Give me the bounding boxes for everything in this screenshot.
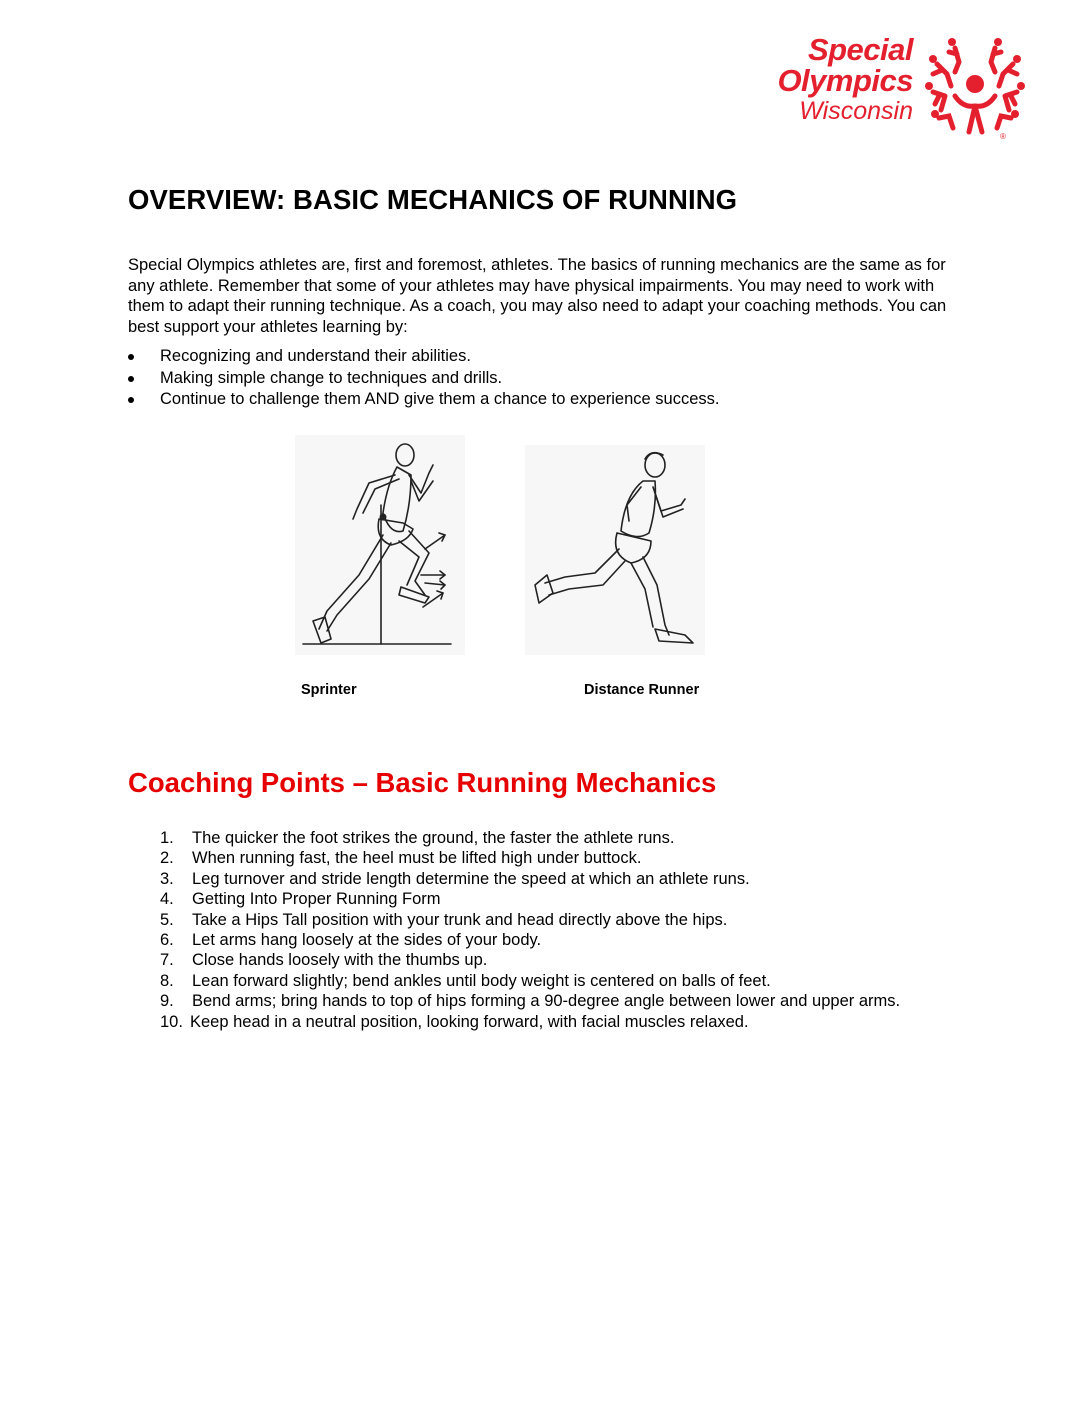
item-text: Getting Into Proper Running Form <box>192 890 441 909</box>
list-item <box>160 950 920 970</box>
list-item <box>128 389 948 411</box>
logo-line-special: Special <box>807 32 913 67</box>
bullet-icon <box>128 397 134 403</box>
list-item <box>160 869 920 889</box>
item-number: 10. <box>160 1012 183 1031</box>
list-item <box>160 930 920 950</box>
item-text: Let arms hang loosely at the sides of your body. <box>192 931 542 950</box>
bullet-text: Recognizing and understand their abilities. <box>160 347 471 365</box>
bullet-text: Continue to challenge them AND give them a chance to experience success. <box>160 390 720 408</box>
item-text: Take a Hips Tall position with your trunk and head directly above the hips. <box>192 910 728 929</box>
intro-paragraph: Special Olympics athletes are, first and foremost, athletes. The basics of running mechanics are the same as for any athlete. Remember that some of your athletes may have physical impairments. You may need to work with them to adapt their running technique. As a coach, you may also need to adapt your coaching methods. You can best support your athletes learning by: <box>128 256 947 336</box>
item-text: Leg turnover and stride length determine the speed at which an athlete runs. <box>192 869 750 888</box>
coaching-points-list <box>160 828 920 1032</box>
list-item <box>160 1012 920 1032</box>
item-number: 9. <box>160 992 174 1011</box>
registered-mark: ® <box>1000 132 1006 141</box>
item-text: Close hands loosely with the thumbs up. <box>192 951 488 970</box>
logo-line-olympics: Olympics <box>777 63 913 98</box>
distance-runner-caption: Distance Runner <box>584 682 700 698</box>
list-item <box>128 368 948 390</box>
logo-wordmark <box>735 34 913 126</box>
bullet-text: Making simple change to techniques and drills. <box>160 368 503 387</box>
coaching-points-title: Coaching Points – Basic Running Mechanics <box>128 767 717 798</box>
list-item <box>160 889 920 909</box>
item-number: 4. <box>160 890 174 909</box>
logo-line-wisconsin: Wisconsin <box>799 97 913 125</box>
list-item <box>160 828 920 848</box>
item-number: 5. <box>160 910 174 929</box>
list-item <box>160 971 920 991</box>
sprinter-caption: Sprinter <box>301 682 357 698</box>
item-text: Bend arms; bring hands to top of hips forming a 90-degree angle between lower and upper arms. <box>192 992 901 1011</box>
item-number: 1. <box>160 829 174 847</box>
list-item <box>160 848 920 868</box>
distance-runner-illustration <box>525 445 705 655</box>
bullet-icon <box>128 354 134 360</box>
item-text: The quicker the foot strikes the ground, the faster the athlete runs. <box>192 829 675 847</box>
item-number: 8. <box>160 971 174 990</box>
bullet-icon <box>128 376 134 382</box>
list-item <box>128 346 948 368</box>
sprinter-illustration <box>295 435 465 655</box>
special-olympics-wisconsin-logo <box>735 34 1035 144</box>
list-item <box>160 910 920 930</box>
item-number: 3. <box>160 869 174 888</box>
item-number: 6. <box>160 931 174 950</box>
item-text: When running fast, the heel must be lifted high under buttock. <box>192 849 642 868</box>
overview-title: OVERVIEW: BASIC MECHANICS OF RUNNING <box>128 184 738 215</box>
item-number: 7. <box>160 951 174 970</box>
list-item <box>160 991 920 1011</box>
overview-bullet-list <box>128 346 948 411</box>
item-text: Lean forward slightly; bend ankles until body weight is centered on balls of feet. <box>192 971 771 990</box>
item-text: Keep head in a neutral position, looking forward, with facial muscles relaxed. <box>190 1012 749 1031</box>
special-olympics-figures-icon <box>925 34 1030 142</box>
item-number: 2. <box>160 849 174 868</box>
